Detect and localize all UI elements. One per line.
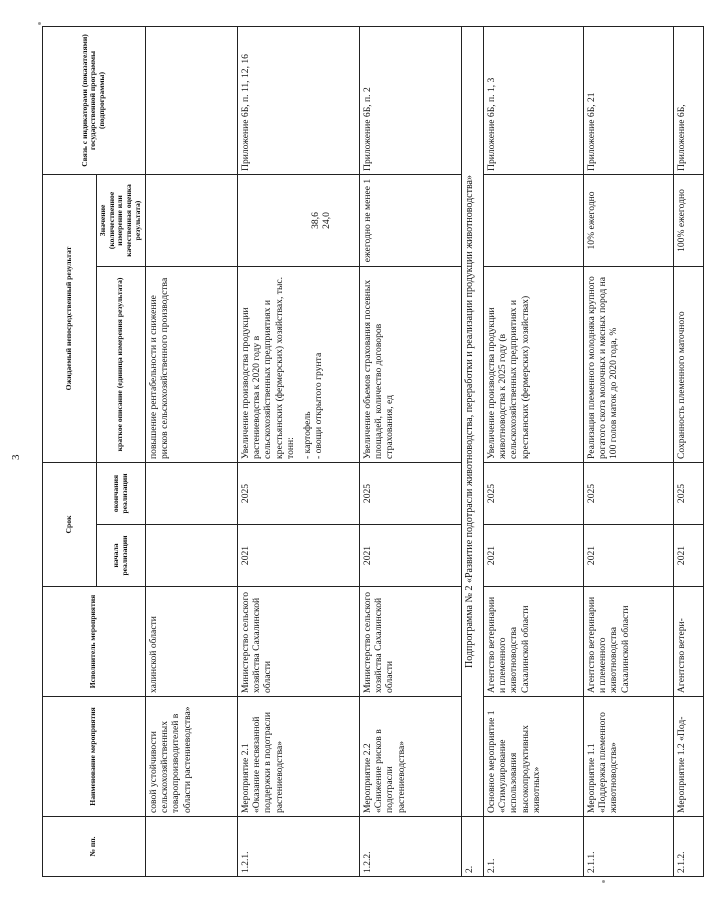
row-num: 2.1.1. <box>583 817 673 877</box>
row-name: Мероприятие 2.1 «Оказание несвязанной поддержки в подотрасли растениеводства» <box>237 697 359 817</box>
header-link: Связь с индикаторами (показателями) государственной программы (подпрограммы) <box>43 26 146 174</box>
row-num: 1.2.2. <box>359 817 461 877</box>
desc-item-vegetables: - овощи открытого грунта <box>313 352 325 459</box>
row-start: 2021 <box>237 525 359 587</box>
row-end: 2025 <box>359 462 461 524</box>
row-name: Мероприятие 2.2 «Снижение рисков в подотрасли растениеводства» <box>359 697 461 817</box>
row-desc: Увеличение объемов страхования посевных площадей, количество договоров страхования, ед <box>359 266 461 462</box>
header-end: окончания реализации <box>97 462 146 524</box>
header-executor: Исполнитель мероприятия <box>43 587 146 697</box>
row-num: 2.1.2. <box>673 817 703 877</box>
row-executor: Министерство сельского хозяйства Сахалинской области <box>237 587 359 697</box>
scan-speck <box>38 22 41 25</box>
row-link: Приложение 6Б, <box>673 26 703 174</box>
row-executor: халинской области <box>145 587 237 697</box>
row-desc: Реализация племенного молодняка крупного рогатого скота молочных и мясных пород на 100 голов маток до 2020 года, % <box>583 266 673 462</box>
row-name: Мероприятие 1.2 «Под- <box>673 697 703 817</box>
row-desc: Увеличение производства продукции животноводства к 2025 году (в сельскохозяйственных предприятиях и крестьянских (фермерских) хозяйствах) <box>483 266 583 462</box>
header-desc: краткое описание (единица измерения результата) <box>97 266 146 462</box>
page-number: 3 <box>10 454 22 460</box>
row-executor: Агентство ветеринарии и племенного животноводства Сахалинской области <box>583 587 673 697</box>
table-row <box>145 26 237 876</box>
header-term: Срок <box>43 462 97 586</box>
header-start: начала реализации <box>97 525 146 587</box>
row-desc: Сохранность племенного маточного <box>673 266 703 462</box>
row-value: 10% ежегодно <box>583 174 673 266</box>
row-name: Основное мероприятие 1 «Стимулирование использования высокопродуктивных животных» <box>483 697 583 817</box>
row-executor: Агентство ветеринарии и племенного животноводства Сахалинской области <box>483 587 583 697</box>
row-name: совой устойчивости сельскохозяйственных товаропроизводителей в области растениеводства» <box>145 697 237 817</box>
row-num <box>145 817 237 877</box>
row-value <box>483 174 583 266</box>
row-end: 2025 <box>673 462 703 524</box>
row-executor: Агентство ветери- <box>673 587 703 697</box>
row-num: 1.2.1. <box>237 817 359 877</box>
header-name: Наименование мероприятия <box>43 697 146 817</box>
scan-speck <box>602 880 605 883</box>
row-start: 2021 <box>483 525 583 587</box>
row-num: 2.1. <box>483 817 583 877</box>
row-start: 2021 <box>673 525 703 587</box>
value-vegetables: 24,0 <box>320 212 332 229</box>
row-executor: Министерство сельского хозяйства Сахалинской области <box>359 587 461 697</box>
table-row <box>673 26 703 876</box>
row-name: Мероприятие 1.1 «Поддержка племенного животноводства» <box>583 697 673 817</box>
value-potato: 38,6 <box>309 212 321 229</box>
desc-text: Увеличение производства продукции растениеводства к 2020 году в сельскохозяйственных предприятиях и крестьянских (фермерских) хозяйствах, тыс. тонн: <box>239 276 296 459</box>
row-value: 100% ежегодно <box>673 174 703 266</box>
row-start: 2021 <box>583 525 673 587</box>
section-title: Подпрограмма № 2 «Развитие подотрасли животноводства, переработки и реализации продукции животноводства» <box>461 26 483 816</box>
row-end: 2025 <box>237 462 359 524</box>
header-row <box>43 26 97 876</box>
section-row <box>461 26 483 876</box>
row-link: Приложение 6Б, п. 1, 3 <box>483 26 583 174</box>
row-start <box>145 525 237 587</box>
row-link: Приложение 6Б, п. 11, 12, 16 <box>237 26 359 174</box>
table-row <box>359 26 461 876</box>
header-num: № пп. <box>43 817 146 877</box>
table-row <box>483 26 583 876</box>
row-num: 2. <box>461 817 483 877</box>
row-desc <box>237 266 359 462</box>
row-start: 2021 <box>359 525 461 587</box>
row-end <box>145 462 237 524</box>
header-result: Ожидаемый непосредственный результат <box>43 174 97 462</box>
row-link: Приложение 6Б, п. 2 <box>359 26 461 174</box>
desc-item-potato: - картофель <box>302 411 314 459</box>
row-desc: повышение рентабельности и снижение рисков сельскохозяйственного производства <box>145 266 237 462</box>
table-row <box>583 26 673 876</box>
measures-table <box>42 26 704 877</box>
table-row <box>237 26 359 876</box>
row-link: Приложение 6Б, 21 <box>583 26 673 174</box>
row-value: ежегодно не менее 1 <box>359 174 461 266</box>
row-link <box>145 26 237 174</box>
header-value: Значение (количественное измерение или качественная оценка результата) <box>97 174 146 266</box>
row-end: 2025 <box>583 462 673 524</box>
row-value <box>237 174 359 266</box>
row-value <box>145 174 237 266</box>
row-end: 2025 <box>483 462 583 524</box>
